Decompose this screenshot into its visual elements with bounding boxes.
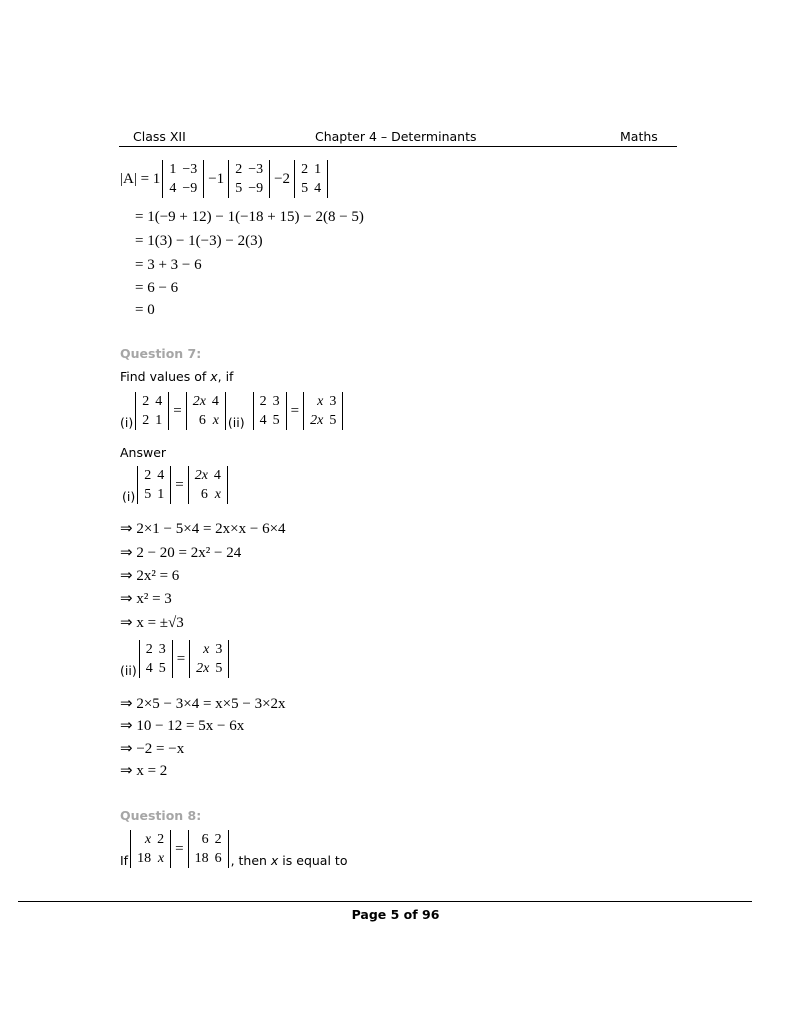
answer-ii-step: ⇒ −2 = −x: [120, 741, 185, 757]
page-number: Page 5 of 96: [351, 907, 440, 922]
solution-step: = 3 + 3 − 6: [135, 257, 202, 273]
question-7-parts: [120, 392, 345, 430]
answer-i-step: ⇒ 2x² = 6: [120, 568, 180, 584]
header-subject: Maths: [620, 129, 658, 144]
header-class: Class XII: [133, 129, 186, 144]
answer-i-equation: [122, 466, 230, 504]
answer-ii-step: ⇒ 10 − 12 = 5x − 6x: [120, 718, 245, 734]
answer-i-step: ⇒ 2 − 20 = 2x² − 24: [120, 545, 242, 561]
header-chapter: Chapter 4 – Determinants: [315, 129, 477, 144]
header-rule: [119, 146, 677, 147]
question-8-equation: [120, 830, 347, 868]
solution-step: = 0: [135, 302, 155, 318]
answer-ii-equation: [120, 640, 231, 678]
expansion-op-1: −1: [208, 170, 225, 187]
part-ii-lhs-determinant: 2 3 4 5: [253, 392, 287, 430]
minor-3: 2 1 5 4: [294, 160, 328, 198]
answer-i-step: ⇒ 2×1 − 5×4 = 2x×x − 6×4: [120, 521, 286, 537]
part-i-label: (i): [120, 415, 134, 430]
answer-label: Answer: [120, 445, 167, 460]
answer-i-lhs-determinant: 2 4 5 1: [137, 466, 171, 504]
answer-ii-step: ⇒ 2×5 − 3×4 = x×5 − 3×2x: [120, 696, 286, 712]
footer-rule: [18, 901, 752, 902]
answer-i-step: ⇒ x² = 3: [120, 591, 172, 607]
part-ii-label: (ii): [227, 415, 245, 430]
solution-step: = 1(−9 + 12) − 1(−18 + 15) − 2(8 − 5): [135, 209, 364, 225]
equals-sign: =: [173, 402, 182, 419]
answer-ii-step: ⇒ x = 2: [120, 763, 168, 779]
question-8-rhs-determinant: 6 2 18 6: [188, 830, 229, 868]
part-i-lhs-determinant: 2 4 2 1: [135, 392, 169, 430]
expansion-lhs: |A| = 1: [120, 170, 161, 187]
answer-i-step: ⇒ x = ±√3: [120, 615, 184, 631]
expansion-op-2: −2: [274, 170, 291, 187]
question-8-prefix: If: [120, 853, 129, 868]
equals-sign: =: [175, 476, 184, 493]
answer-i-rhs-determinant: 2x 4 6 x: [188, 466, 228, 504]
equals-sign: =: [175, 840, 184, 857]
part-i-rhs-determinant: 2x 4 6 x: [186, 392, 226, 430]
answer-ii-rhs-determinant: x 3 2x 5: [189, 640, 229, 678]
question-8-lhs-determinant: x 2 18 x: [130, 830, 171, 868]
minor-1: 1 −3 4 −9: [162, 160, 204, 198]
part-ii-rhs-determinant: x 3 2x 5: [303, 392, 343, 430]
solution-step: = 1(3) − 1(−3) − 2(3): [135, 233, 263, 249]
answer-i-label: (i): [122, 489, 136, 504]
answer-ii-lhs-determinant: 2 3 4 5: [139, 640, 173, 678]
equals-sign: =: [290, 402, 300, 419]
question-7-prompt: Find values of x, if: [120, 369, 234, 384]
answer-ii-label: (ii): [120, 663, 137, 678]
determinant-expansion: [120, 160, 330, 198]
solution-step: = 6 − 6: [135, 280, 179, 296]
question-8-suffix: , then x is equal to: [230, 853, 348, 868]
question-8-heading: Question 8:: [120, 808, 202, 823]
minor-2: 2 −3 5 −9: [228, 160, 270, 198]
equals-sign: =: [176, 650, 186, 667]
question-7-heading: Question 7:: [120, 346, 202, 361]
